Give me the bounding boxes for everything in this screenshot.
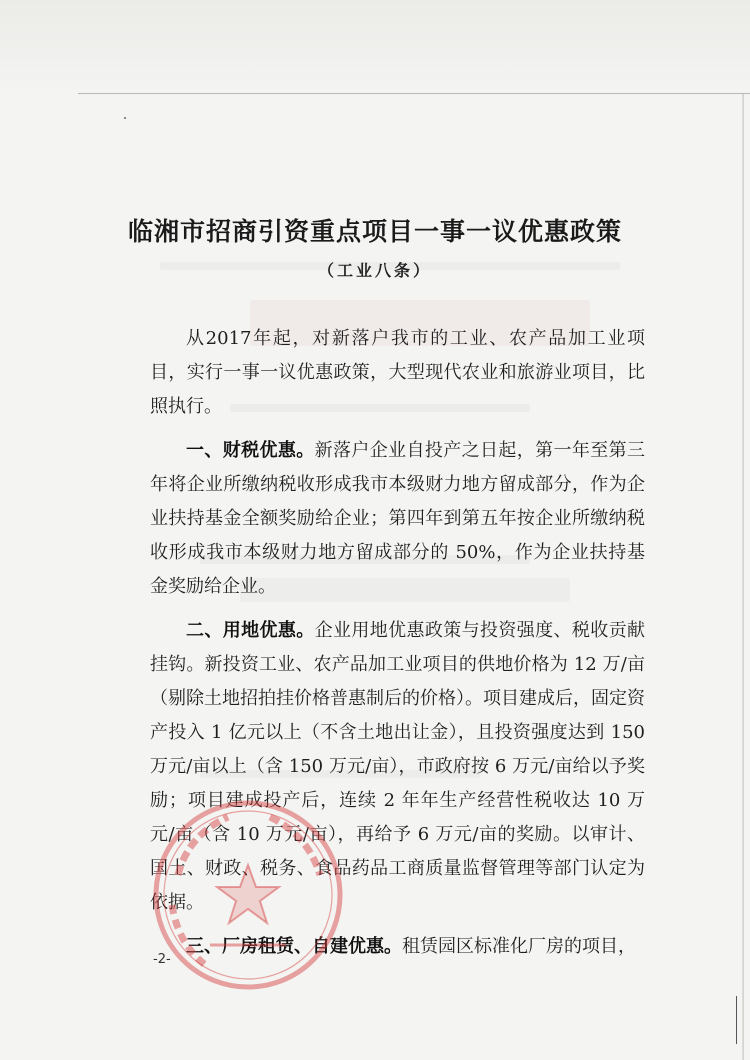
document-title: 临湘市招商引资重点项目一事一议优惠政策 xyxy=(127,217,622,246)
dust-speck xyxy=(124,117,126,119)
section-land xyxy=(150,614,645,919)
section-text: 新落户企业自投产之日起，第一年至第三年将企业所缴纳税收形成我市本级财力地方留成部分，作为企业扶持基金全额奖励给企业；第四年到第五年按企业所缴纳税收形成我市本级财力地方留成部分的 50%，作为企业扶持基金奖励给企业。 xyxy=(150,440,645,597)
section-factory xyxy=(150,930,645,964)
section-heading: 二、用地优惠。 xyxy=(186,620,315,642)
section-heading: 三、厂房租赁、自建优惠。 xyxy=(186,936,402,958)
intro-paragraph: 从2017年起，对新落户我市的工业、农产品加工业项目，实行一事一议优惠政策，大型现代农业和旅游业项目，比照执行。 xyxy=(150,328,645,417)
document-subtitle: （工业八条） xyxy=(317,261,432,280)
page-number: -2- xyxy=(153,952,171,967)
scan-shade xyxy=(0,0,750,95)
document-body xyxy=(150,322,645,975)
page-top-edge xyxy=(78,93,750,94)
section-text: 租赁园区标准化厂房的项目， xyxy=(402,936,636,958)
section-heading: 一、财税优惠。 xyxy=(186,440,315,462)
scan-mark xyxy=(736,996,737,1044)
section-finance xyxy=(150,434,645,604)
section-text: 企业用地优惠政策与投资强度、税收贡献挂钩。新投资工业、农产品加工业项目的供地价格为 12 万/亩（剔除土地招拍挂价格普惠制后的价格）。项目建成后，固定资产投入 1 亿元以上（不含土地出让金），且投资强度达到 150 万元/亩以上（含 150 万元/亩），市政府按 6 万元/亩给以予奖励；项目建成投产后，连续 2 年年生产经营性税收达 10 万元/亩（含 10 万元/亩），再给予 6 万元/亩的奖励。以审计、国土、财政、税务、食品药品工商质量监督管理等部门认定为依据。 xyxy=(150,620,645,913)
